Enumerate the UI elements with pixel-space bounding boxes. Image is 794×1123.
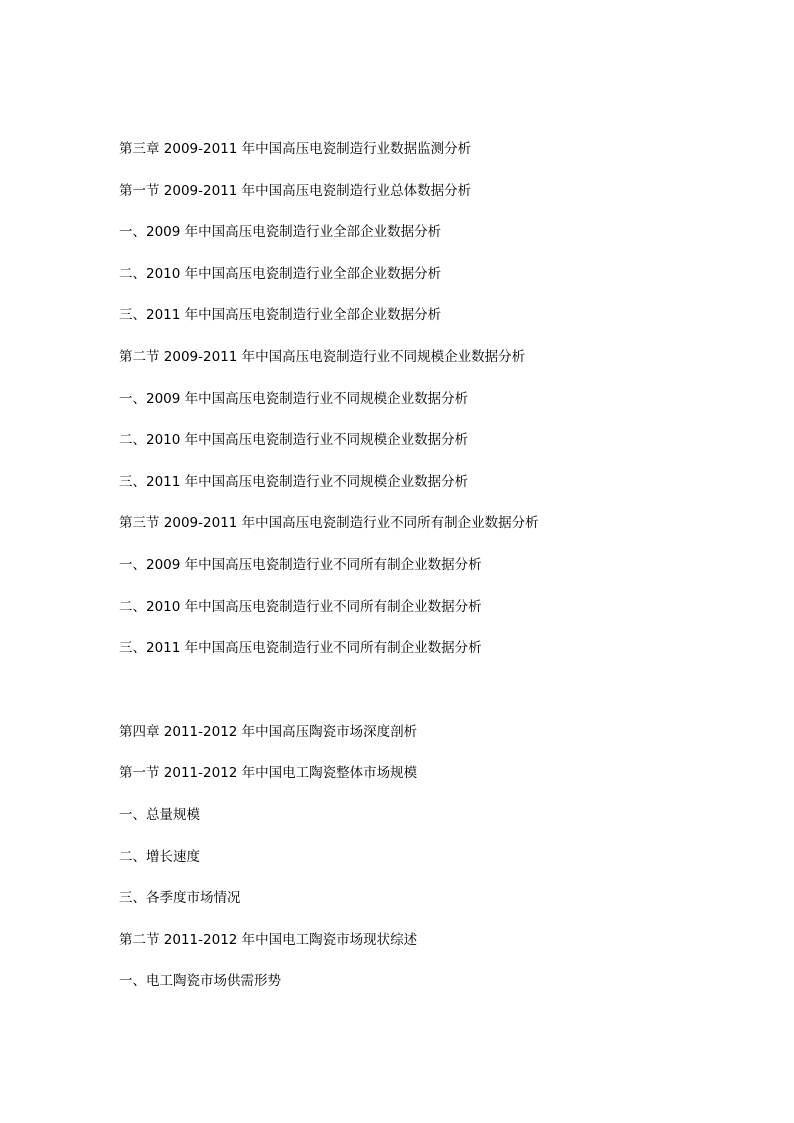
chapter-3-section-1-item-2: 二、2010 年中国高压电瓷制造行业全部企业数据分析 xyxy=(119,265,442,282)
chapter-3-section-3-title: 第三节 2009-2011 年中国高压电瓷制造行业不同所有制企业数据分析 xyxy=(119,515,539,532)
chapter-4-section-1-item-3: 三、各季度市场情况 xyxy=(119,890,241,907)
chapter-3-title: 第三章 2009-2011 年中国高压电瓷制造行业数据监测分析 xyxy=(119,141,472,157)
chapter-3-section-3-item-2: 二、2010 年中国高压电瓷制造行业不同所有制企业数据分析 xyxy=(119,598,482,615)
chapter-3-section-1-item-1: 一、2009 年中国高压电瓷制造行业全部企业数据分析 xyxy=(119,224,442,241)
chapter-spacer xyxy=(119,678,739,720)
chapter-4-section-2-item-1: 一、电工陶瓷市场供需形势 xyxy=(119,973,281,990)
chapter-3-section-2-item-2: 二、2010 年中国高压电瓷制造行业不同规模企业数据分析 xyxy=(119,432,469,449)
chapter-3-section-2-title: 第二节 2009-2011 年中国高压电瓷制造行业不同规模企业数据分析 xyxy=(119,348,526,365)
chapter-3-section-2-item-3: 三、2011 年中国高压电瓷制造行业不同规模企业数据分析 xyxy=(119,473,469,490)
chapter-3-section-2-item-1: 一、2009 年中国高压电瓷制造行业不同规模企业数据分析 xyxy=(119,390,469,407)
chapter-3-section-1-title: 第一节 2009-2011 年中国高压电瓷制造行业总体数据分析 xyxy=(119,182,472,199)
chapter-4-section-2-title: 第二节 2011-2012 年中国电工陶瓷市场现状综述 xyxy=(119,931,418,948)
chapter-4-section-1-item-1: 一、总量规模 xyxy=(119,806,200,823)
chapter-3-section-3-item-1: 一、2009 年中国高压电瓷制造行业不同所有制企业数据分析 xyxy=(119,556,482,573)
chapter-4-section-1-title: 第一节 2011-2012 年中国电工陶瓷整体市场规模 xyxy=(119,765,418,782)
chapter-4-section-1-item-2: 二、增长速度 xyxy=(119,848,200,865)
table-of-contents xyxy=(119,137,739,1011)
chapter-4-title: 第四章 2011-2012 年中国高压陶瓷市场深度剖析 xyxy=(119,723,418,740)
chapter-3-section-1-item-3: 三、2011 年中国高压电瓷制造行业全部企业数据分析 xyxy=(119,307,442,324)
chapter-3-section-3-item-3: 三、2011 年中国高压电瓷制造行业不同所有制企业数据分析 xyxy=(119,640,482,657)
